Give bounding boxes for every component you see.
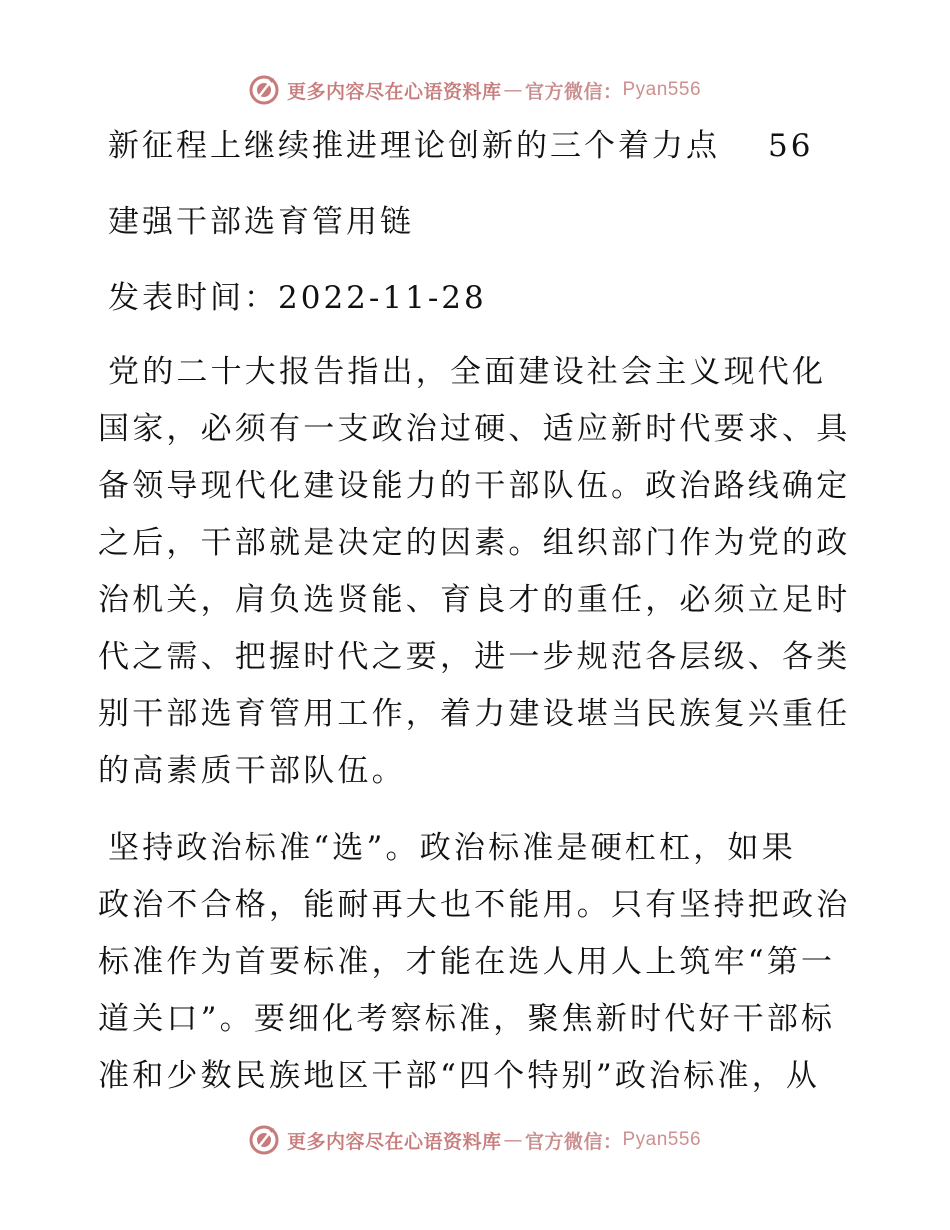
watermark-text: 更多内容尽在心语资料库 xyxy=(286,1130,502,1153)
paragraph-line: 别干部选育管用工作，着力建设堪当民族复兴重任 xyxy=(98,696,851,732)
watermark-separator: — xyxy=(503,79,523,101)
paragraph-line: 政治不合格，能耐再大也不能用。只有坚持把政治 xyxy=(98,887,851,923)
footer-watermark xyxy=(0,1120,950,1160)
document-subtitle: 建强干部选育管用链 xyxy=(108,204,414,240)
paragraph-line: 坚持政治标准“选”。政治标准是硬杠杠，如果 xyxy=(108,830,796,866)
paragraph-line: 之后，干部就是决定的因素。组织部门作为党的政 xyxy=(98,525,851,561)
watermark-text: 更多内容尽在心语资料库 xyxy=(286,80,502,103)
date-label: 发表时间： xyxy=(108,280,278,316)
paragraph-line: 标准作为首要标准，才能在选人用人上筑牢“第一 xyxy=(98,944,836,980)
watermark-wechat-id: Pyan556 xyxy=(622,1129,702,1150)
paragraph-line: 的高素质干部队伍。 xyxy=(98,753,406,789)
title-row xyxy=(98,120,858,176)
publish-date xyxy=(98,272,858,328)
watermark-label: 官方微信： xyxy=(524,1130,623,1153)
paragraph-line: 代之需、把握时代之要，进一步规范各层级、各类 xyxy=(98,639,851,675)
header-watermark xyxy=(0,70,950,110)
pen-logo-icon xyxy=(249,75,279,105)
paragraph-line: 党的二十大报告指出，全面建设社会主义现代化 xyxy=(108,354,827,390)
paragraph-line: 备领导现代化建设能力的干部队伍。政治路线确定 xyxy=(98,468,851,504)
paragraph-line: 准和少数民族地区干部“四个特别”政治标准，从 xyxy=(98,1058,821,1094)
paragraph-line: 国家，必须有一支政治过硬、适应新时代要求、具 xyxy=(98,411,851,447)
page-number: 56 xyxy=(768,128,814,164)
paragraph-line: 道关口”。要细化考察标准，聚焦新时代好干部标 xyxy=(98,1001,836,1037)
document-body xyxy=(98,120,858,1125)
watermark-wechat-id: Pyan556 xyxy=(622,79,702,100)
pen-logo-icon xyxy=(249,1125,279,1155)
document-title: 新征程上继续推进理论创新的三个着力点 xyxy=(108,128,720,164)
watermark-label: 官方微信： xyxy=(524,80,623,103)
paragraph-2 xyxy=(98,820,858,1105)
paragraph-line: 治机关，肩负选贤能、育良才的重任，必须立足时 xyxy=(98,582,851,618)
date-value: 2022-11-28 xyxy=(278,280,487,316)
paragraph-1 xyxy=(98,344,858,800)
watermark-separator: — xyxy=(503,1129,523,1151)
